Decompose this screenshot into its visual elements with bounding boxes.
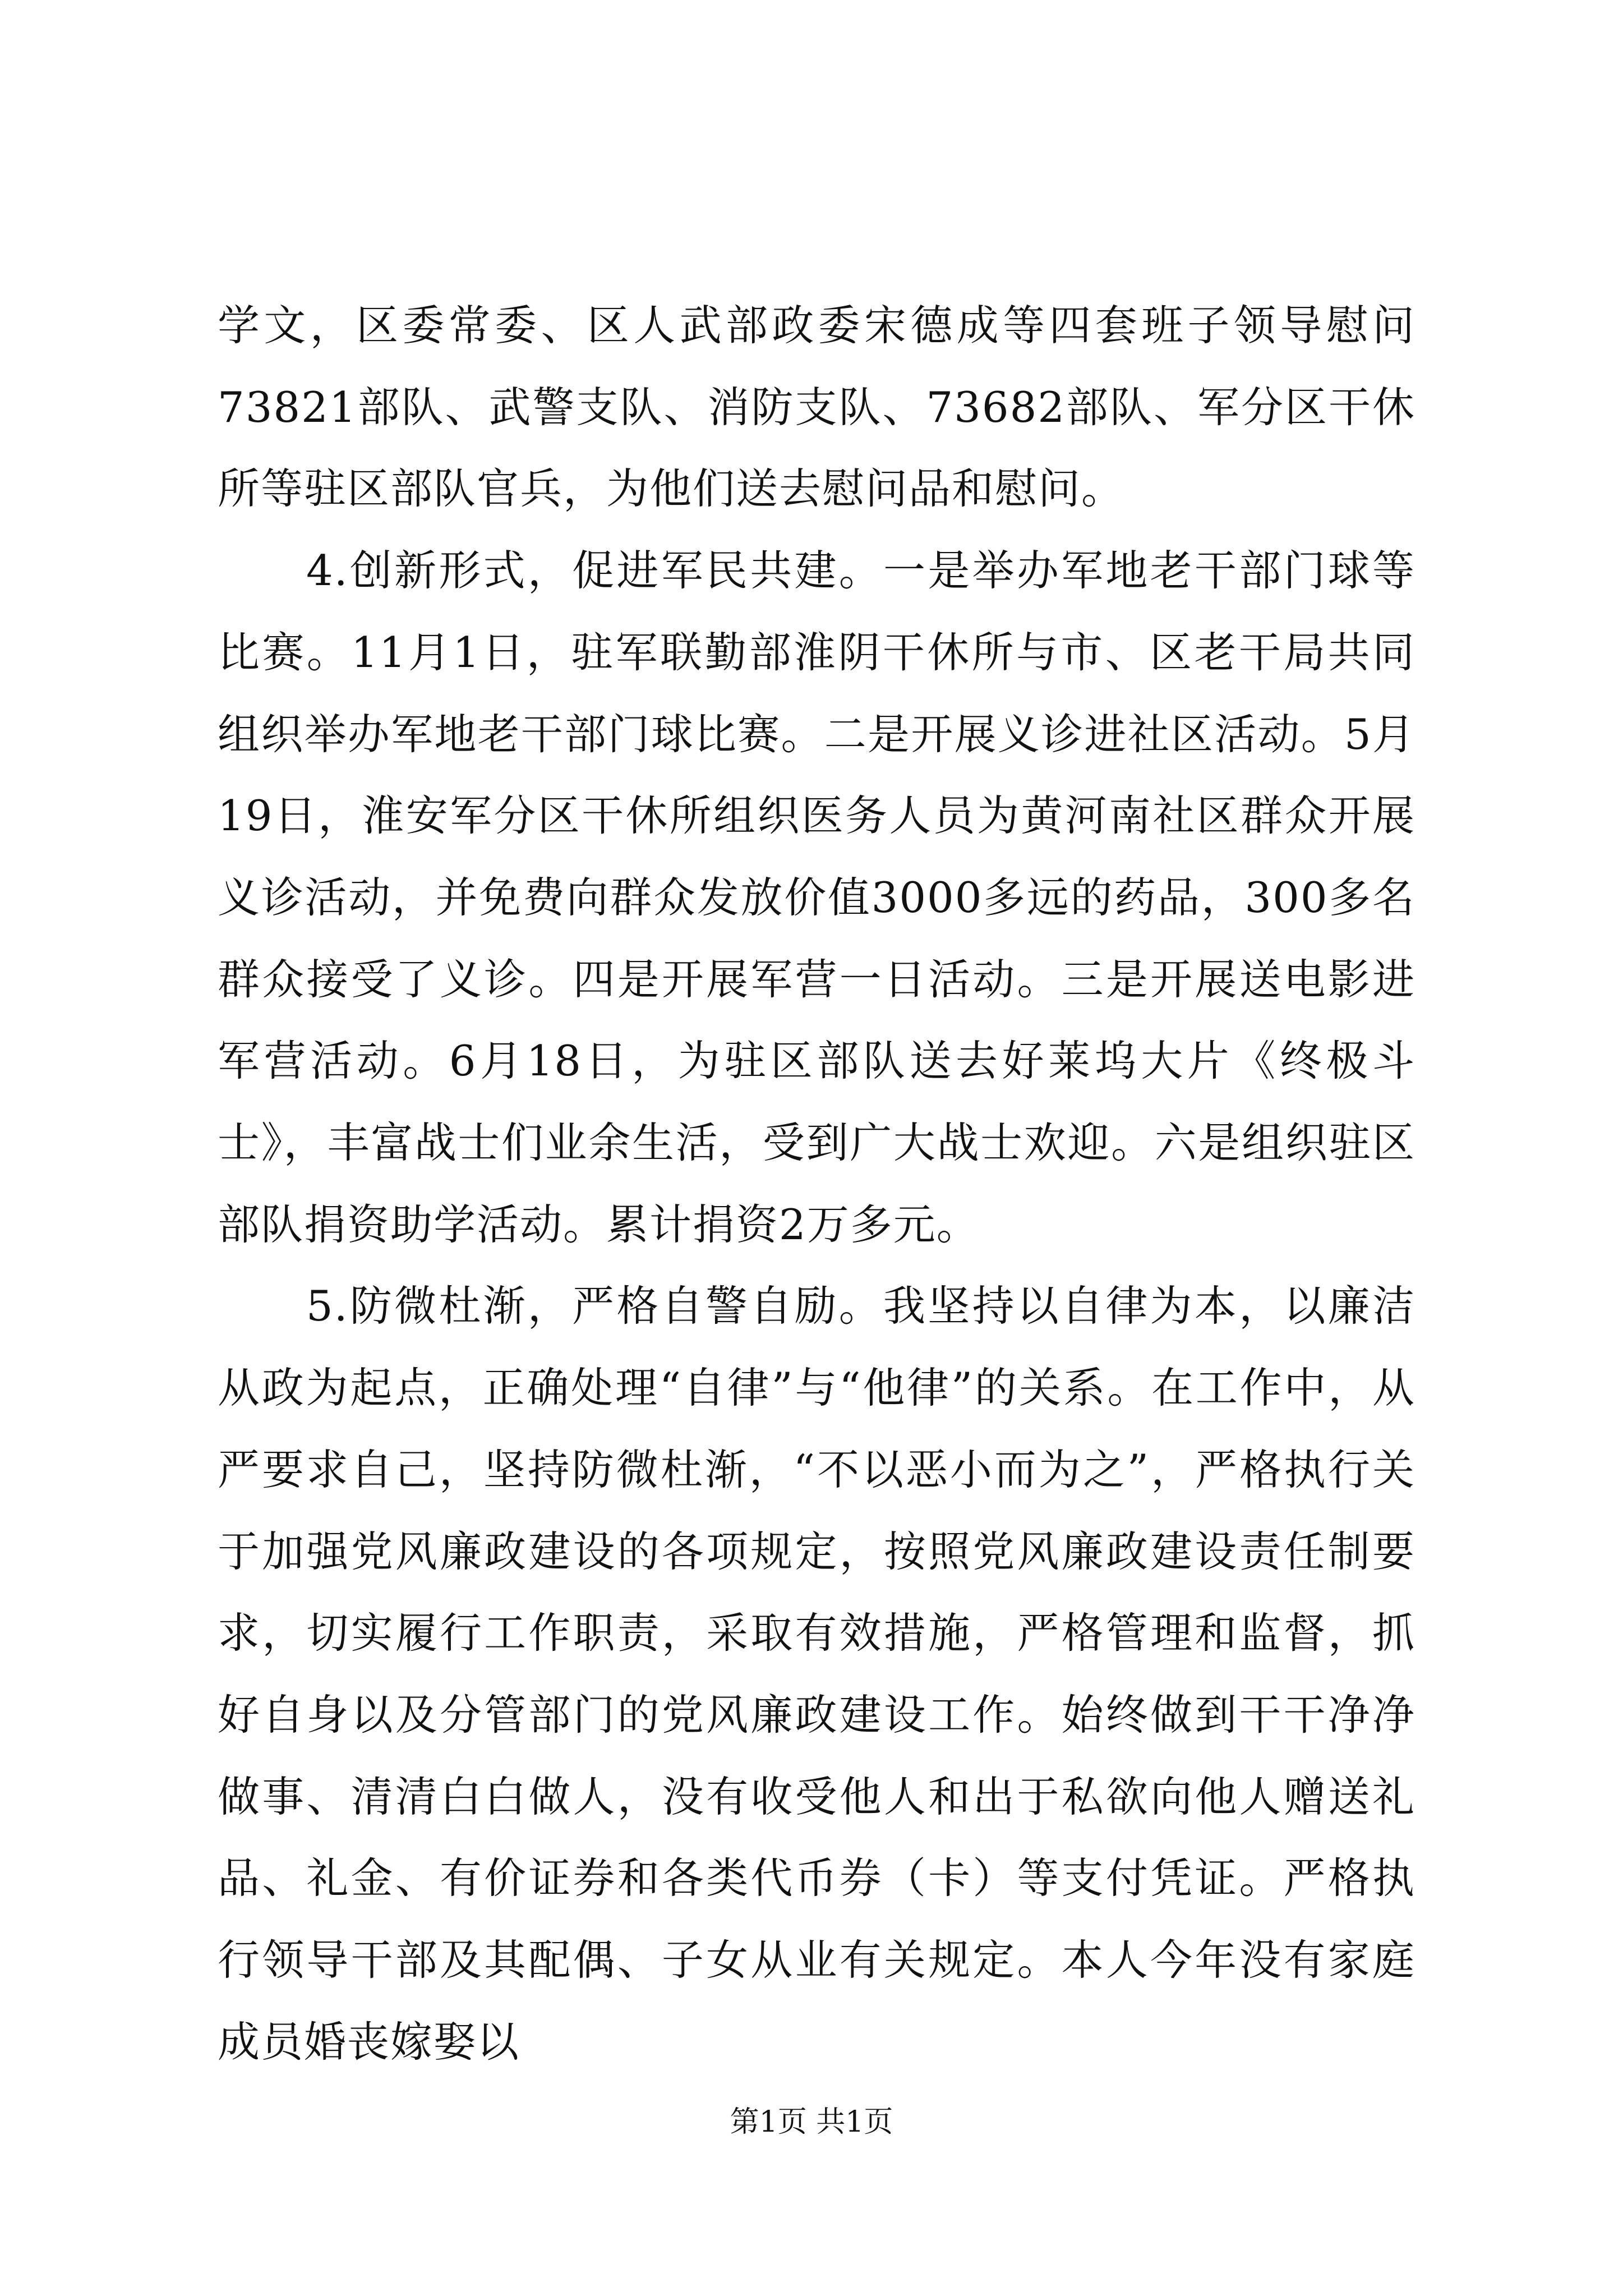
paragraph-item-4: 4.创新形式，促进军民共建。一是举办军地老干部门球等比赛。11月1日，驻军联勤部淮阴干休所与市、区老干局共同组织举办军地老干部门球比赛。二是开展义诊进社区活动。5月19日，淮安军分区干休所组织医务人员为黄河南社区群众开展义诊活动，并免费向群众发放价值3000多远的药品，300多名群众接受了义诊。四是开展军营一日活动。三是开展送电影进军营活动。6月18日，为驻区部队送去好莱坞大片《终极斗士》，丰富战士们业余生活，受到广大战士欢迎。六是组织驻区部队捐资助学活动。累计捐资2万多元。: [218, 546, 1415, 1249]
page-footer: 第1页 共1页: [730, 2105, 893, 2139]
document-body: [218, 285, 1415, 2083]
paragraph-item-5: 5.防微杜渐，严格自警自励。我坚持以自律为本，以廉洁从政为起点，正确处理“自律”与“他律”的关系。在工作中，从严要求自己，坚持防微杜渐，“不以恶小而为之”，严格执行关于加强党风廉政建设的各项规定，按照党风廉政建设责任制要求，切实履行工作职责，采取有效措施，严格管理和监督，抓好自身以及分管部门的党风廉政建设工作。始终做到干干净净做事、清清白白做人，没有收受他人和出于私欲向他人赠送礼品、礼金、有价证券和各类代币券（卡）等支付凭证。严格执行领导干部及其配偶、子女从业有关规定。本人今年没有家庭成员婚丧嫁娶以: [218, 1281, 1415, 2067]
paragraph-continuation: 学文，区委常委、区人武部政委宋德成等四套班子领导慰问73821部队、武警支队、消防支队、73682部队、军分区干休所等驻区部队官兵，为他们送去慰问品和慰问。: [218, 301, 1415, 514]
